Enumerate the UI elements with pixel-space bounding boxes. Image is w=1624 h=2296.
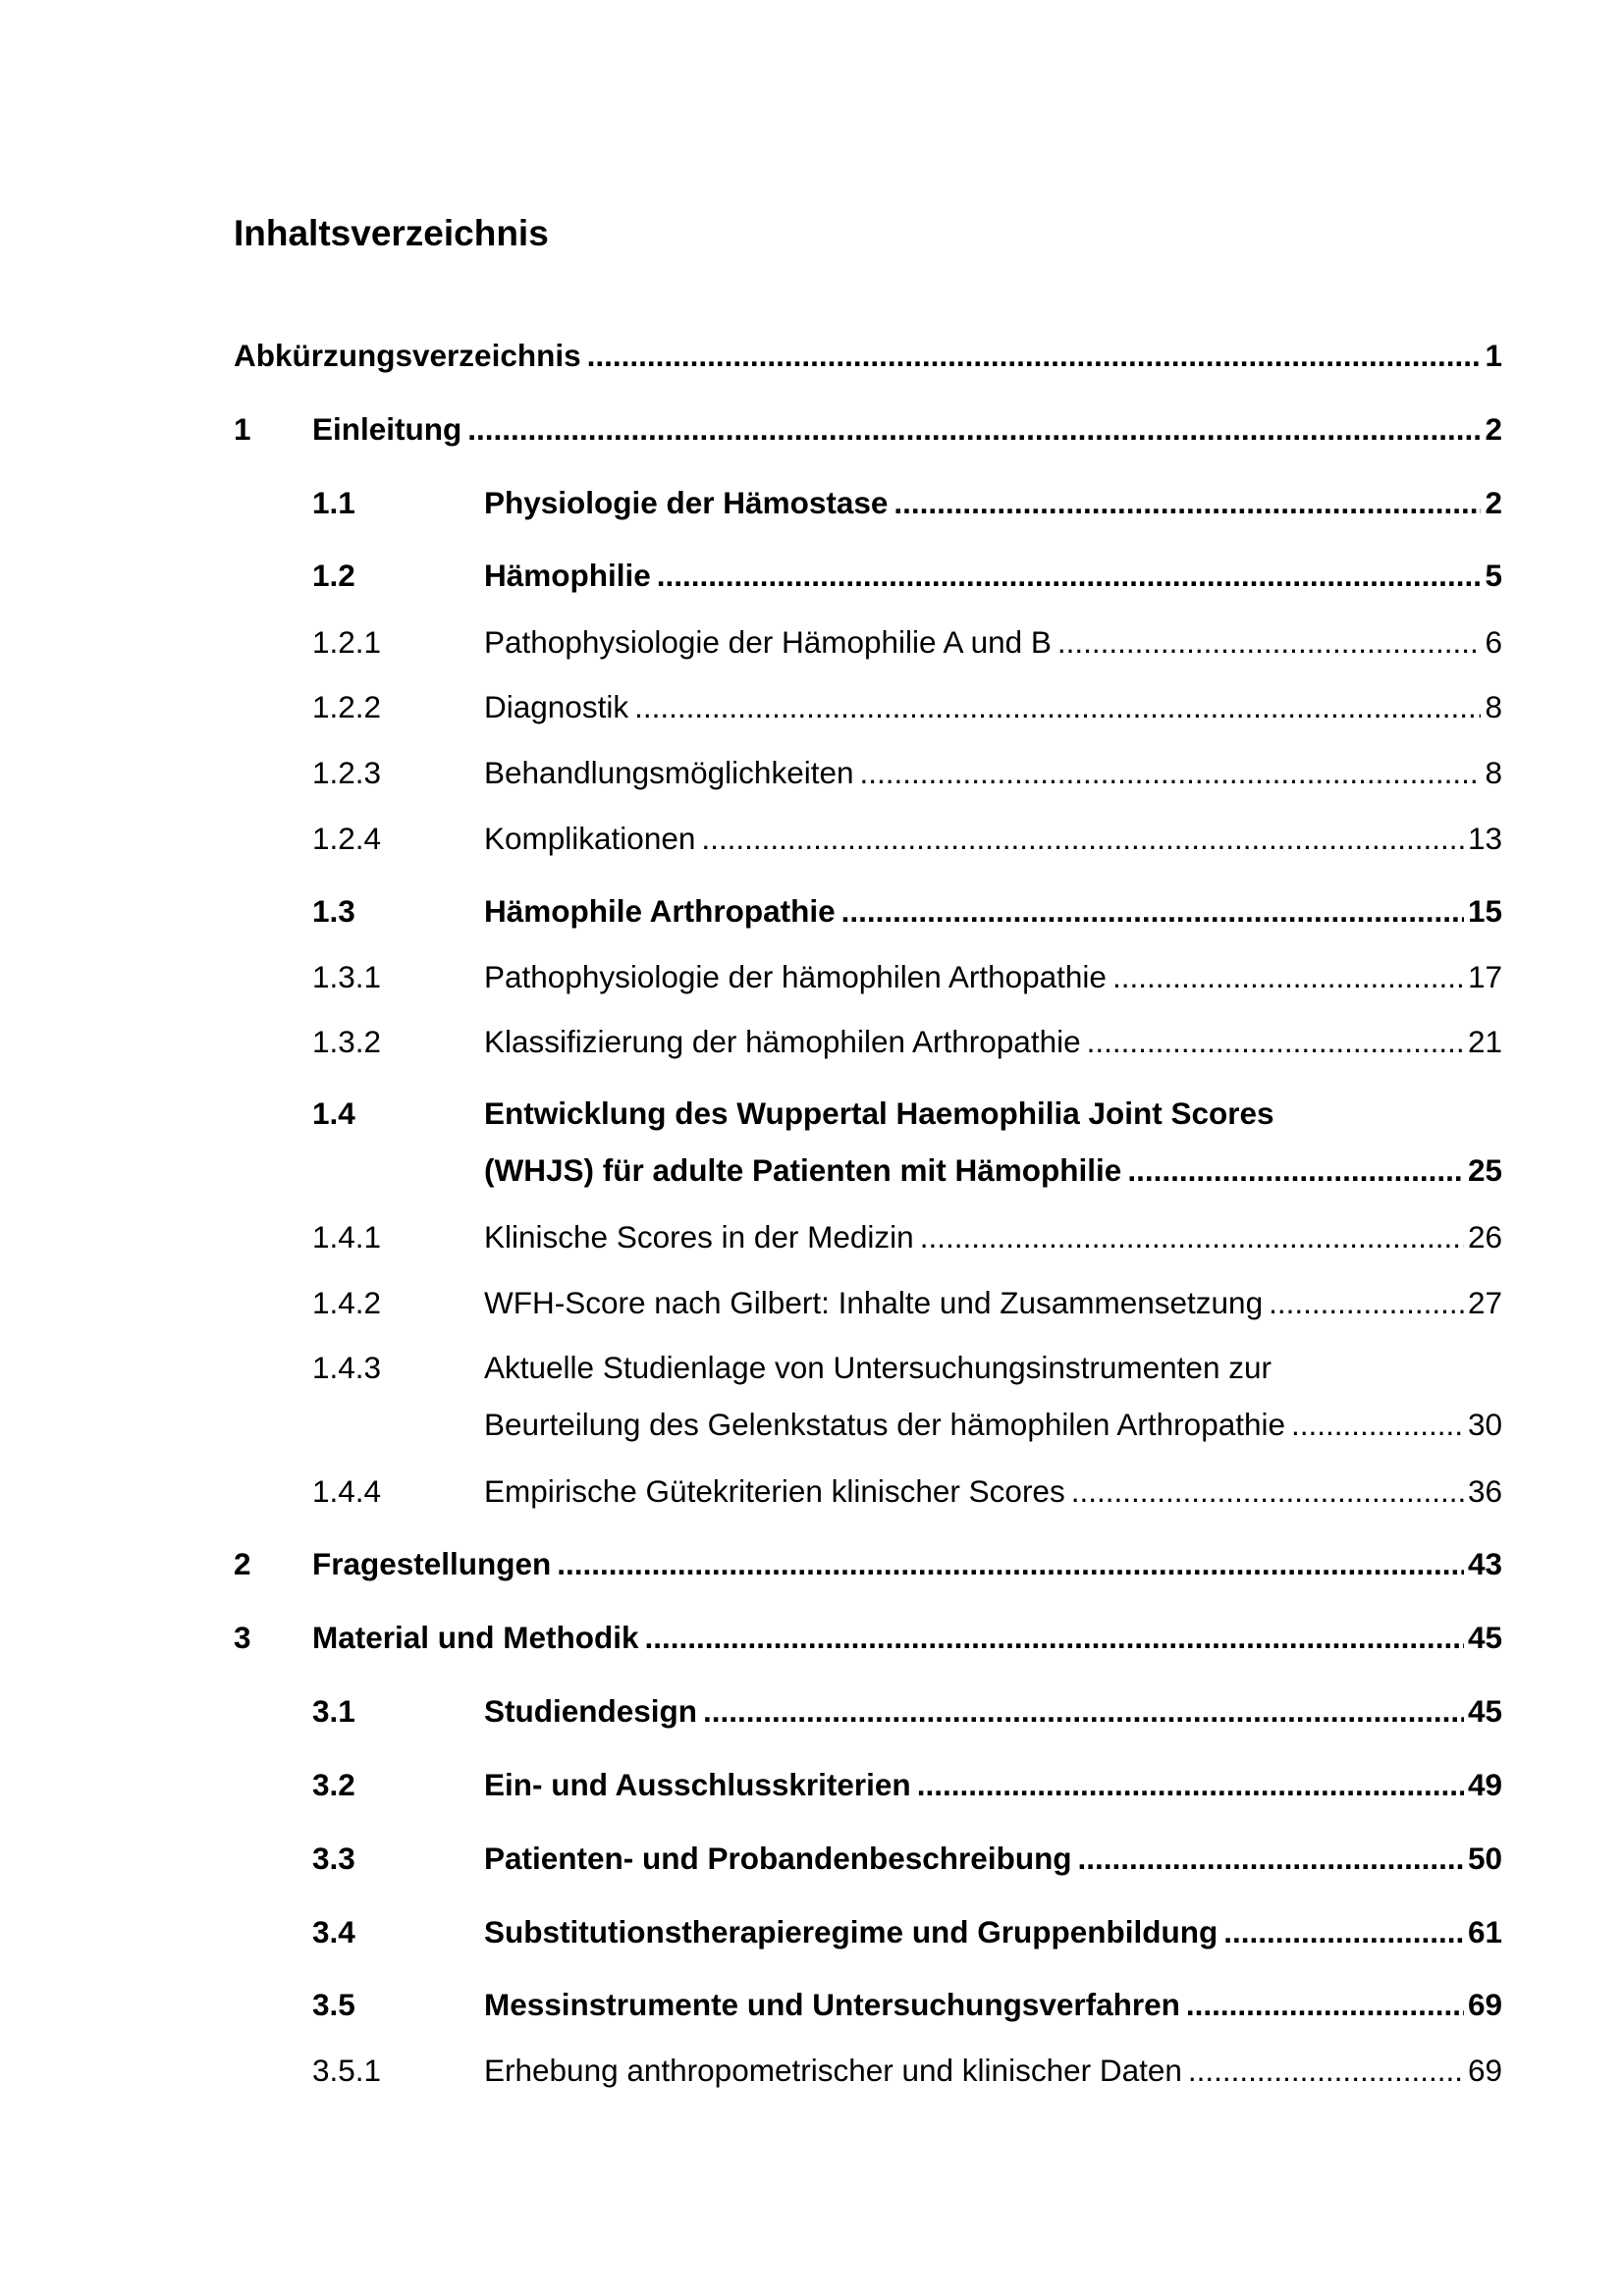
- toc-entry-number: 1.4.3: [312, 1350, 382, 1385]
- toc-entry-number: 1.1: [312, 485, 355, 520]
- toc-entry-title: Klassifizierung der hämophilen Arthropathie: [484, 1024, 1081, 1059]
- toc-entry-line: [484, 685, 1502, 728]
- toc-dot-leader: [1078, 1837, 1464, 1880]
- toc-page-number: 26: [1467, 1219, 1502, 1255]
- toc-entry-title: Empirische Gütekriterien klinischer Scores: [484, 1473, 1065, 1509]
- toc-entry-number: 1.2.3: [312, 755, 382, 790]
- toc-entry[interactable]: [0, 407, 1624, 451]
- toc-entry-line: [484, 1910, 1502, 1953]
- toc-entry-line: [312, 1542, 1502, 1585]
- toc-page-number: 1: [1485, 338, 1502, 373]
- toc-entry-line: [484, 1281, 1502, 1324]
- toc-page-number: 15: [1467, 893, 1502, 929]
- toc-page-number: 69: [1467, 1987, 1502, 2022]
- toc-entry-number: 3.5: [312, 1987, 355, 2022]
- toc-entry[interactable]: [0, 1837, 1624, 1880]
- toc-dot-leader: [703, 1689, 1464, 1733]
- toc-entry-number: 1.2.1: [312, 624, 382, 660]
- toc-entry[interactable]: [0, 2049, 1624, 2092]
- toc-entry-title: Behandlungsmöglichkeiten: [484, 755, 854, 790]
- toc-entry-line: [484, 1763, 1502, 1806]
- toc-page-number: 27: [1467, 1285, 1502, 1320]
- toc-entry-number: 1.4.2: [312, 1285, 382, 1320]
- toc-dot-leader: [1186, 1983, 1464, 2026]
- toc-entry-title: Diagnostik: [484, 689, 629, 724]
- toc-entry[interactable]: [0, 955, 1624, 998]
- toc-entry-line: [484, 1403, 1502, 1446]
- toc-entry-line: [312, 407, 1502, 451]
- toc-page-number: 45: [1467, 1693, 1502, 1729]
- toc-entry[interactable]: [0, 1689, 1624, 1733]
- toc-page-number: 61: [1467, 1914, 1502, 1949]
- toc-entry-number: 1.4.4: [312, 1473, 382, 1509]
- toc-dot-leader: [920, 1215, 1464, 1258]
- toc-entry-title: Klinische Scores in der Medizin: [484, 1219, 914, 1255]
- toc-page-number: 43: [1467, 1546, 1502, 1581]
- toc-dot-leader: [1071, 1469, 1464, 1513]
- toc-entry-line: [484, 620, 1502, 664]
- toc-entry-title: WFH-Score nach Gilbert: Inhalte und Zusammensetzung: [484, 1285, 1264, 1320]
- toc-dot-leader: [657, 554, 1482, 597]
- toc-entry-line: [484, 1689, 1502, 1733]
- toc-entry-number: 1.2: [312, 558, 355, 593]
- toc-dot-leader: [701, 817, 1464, 860]
- toc-entry[interactable]: [0, 620, 1624, 664]
- toc-entry[interactable]: [0, 1763, 1624, 1806]
- toc-entry-title: Abkürzungsverzeichnis: [234, 338, 581, 373]
- toc-entry-line: [484, 1983, 1502, 2026]
- toc-dot-leader: [634, 685, 1481, 728]
- toc-dot-leader: [1057, 620, 1482, 664]
- toc-entry-number: 2: [234, 1546, 251, 1581]
- toc-entry-title: (WHJS) für adulte Patienten mit Hämophilie: [484, 1152, 1122, 1188]
- toc-dot-leader: [467, 407, 1481, 451]
- toc-dot-leader: [1188, 2049, 1464, 2092]
- toc-page-number: 45: [1467, 1620, 1502, 1655]
- toc-page-number: 8: [1485, 755, 1502, 790]
- toc-entry-line: [484, 1215, 1502, 1258]
- toc-entry-line: [484, 1837, 1502, 1880]
- toc-entry[interactable]: [0, 1542, 1624, 1585]
- toc-entry[interactable]: [0, 817, 1624, 860]
- toc-dot-leader: [1127, 1148, 1464, 1192]
- toc-entry-line: [484, 2049, 1502, 2092]
- toc-entry[interactable]: [0, 685, 1624, 728]
- toc-entry[interactable]: [0, 1215, 1624, 1258]
- toc-entry-title: Material und Methodik: [312, 1620, 639, 1655]
- toc-entry-title-line1: Aktuelle Studienlage von Untersuchungsinstrumenten zur: [484, 1350, 1272, 1385]
- toc-entry[interactable]: [0, 1281, 1624, 1324]
- toc-entry-line: [484, 817, 1502, 860]
- toc-entry-number: 3.2: [312, 1767, 355, 1802]
- toc-entry-number: 1.4.1: [312, 1219, 382, 1255]
- toc-page-number: 17: [1467, 959, 1502, 994]
- toc-entry-number: 3.3: [312, 1841, 355, 1876]
- toc-page-number: 13: [1467, 821, 1502, 856]
- toc-entry-line: [484, 1020, 1502, 1063]
- toc-page-number: 21: [1467, 1024, 1502, 1059]
- toc-entry-title: Einleitung: [312, 411, 462, 447]
- toc-dot-leader: [1112, 955, 1464, 998]
- toc-entry-number: 3.1: [312, 1693, 355, 1729]
- toc-entry-number: 1.3.2: [312, 1024, 382, 1059]
- toc-entry-line: [312, 1616, 1502, 1659]
- toc-dot-leader: [893, 481, 1481, 524]
- toc-entry-number: 1: [234, 411, 251, 447]
- toc-dot-leader: [645, 1616, 1464, 1659]
- toc-dot-leader: [1223, 1910, 1464, 1953]
- toc-entry-number: 1.2.2: [312, 689, 382, 724]
- toc-entry-title: Physiologie der Hämostase: [484, 485, 889, 520]
- toc-dot-leader: [1269, 1281, 1464, 1324]
- toc-entry-title: Hämophile Arthropathie: [484, 893, 836, 929]
- toc-page-number: 69: [1467, 2053, 1502, 2088]
- toc-entry[interactable]: [0, 554, 1624, 597]
- toc-entry-title: Pathophysiologie der Hämophilie A und B: [484, 624, 1052, 660]
- toc-entry[interactable]: [0, 1469, 1624, 1513]
- toc-dot-leader: [557, 1542, 1464, 1585]
- toc-entry-number: 1.4: [312, 1095, 355, 1131]
- toc-entry-number: 3.4: [312, 1914, 355, 1949]
- toc-entry[interactable]: [0, 1983, 1624, 2026]
- toc-entry-number: 3.5.1: [312, 2053, 382, 2088]
- toc-entry[interactable]: [0, 1346, 1624, 1442]
- toc-entry-number: 1.3.1: [312, 959, 382, 994]
- toc-page-number: 2: [1485, 411, 1502, 447]
- toc-page-number: 30: [1467, 1407, 1502, 1442]
- toc-entry-title: Messinstrumente und Untersuchungsverfahren: [484, 1987, 1180, 2022]
- toc-entry-line: [484, 889, 1502, 933]
- toc-page-number: 50: [1467, 1841, 1502, 1876]
- toc-entry-title-line1: Entwicklung des Wuppertal Haemophilia Joint Scores: [484, 1095, 1274, 1131]
- toc-dot-leader: [587, 334, 1482, 377]
- toc-entry[interactable]: [0, 1020, 1624, 1063]
- toc-entry-line: [484, 1469, 1502, 1513]
- toc-entry-title: Pathophysiologie der hämophilen Arthopathie: [484, 959, 1107, 994]
- toc-entry[interactable]: [0, 481, 1624, 524]
- toc-entry-title: Ein- und Ausschlusskriterien: [484, 1767, 911, 1802]
- page-title: Inhaltsverzeichnis: [234, 213, 549, 253]
- toc-page-number: 8: [1485, 689, 1502, 724]
- toc-entry[interactable]: [0, 1910, 1624, 1953]
- toc-entry-title: Hämophilie: [484, 558, 651, 593]
- toc-entry-line: [484, 1148, 1502, 1192]
- toc-entry[interactable]: [0, 1616, 1624, 1659]
- toc-page-number: 2: [1485, 485, 1502, 520]
- toc-entry-title: Komplikationen: [484, 821, 696, 856]
- toc-dot-leader: [1291, 1403, 1464, 1446]
- toc-entry[interactable]: [0, 334, 1624, 377]
- toc-entry-line: [484, 554, 1502, 597]
- toc-dot-leader: [917, 1763, 1464, 1806]
- toc-entry-line: [484, 751, 1502, 794]
- toc-page-number: 25: [1467, 1152, 1502, 1188]
- toc-entry-title: Beurteilung des Gelenkstatus der hämophilen Arthropathie: [484, 1407, 1286, 1442]
- toc-entry-line: [234, 334, 1502, 377]
- toc-entry-title: Studiendesign: [484, 1693, 698, 1729]
- toc-page-number: 36: [1467, 1473, 1502, 1509]
- toc-page-number: 5: [1485, 558, 1502, 593]
- toc-entry-line: [484, 481, 1502, 524]
- toc-dot-leader: [841, 889, 1464, 933]
- toc-entry-number: 1.2.4: [312, 821, 382, 856]
- toc-entry[interactable]: [0, 751, 1624, 794]
- toc-dot-leader: [860, 751, 1482, 794]
- toc-entry-line: [484, 955, 1502, 998]
- toc-entry[interactable]: [0, 889, 1624, 933]
- toc-entry[interactable]: [0, 1092, 1624, 1188]
- toc-entry-title: Patienten- und Probandenbeschreibung: [484, 1841, 1072, 1876]
- toc-page-number: 6: [1485, 624, 1502, 660]
- toc-entry-number: 3: [234, 1620, 251, 1655]
- toc-entry-number: 1.3: [312, 893, 355, 929]
- toc-entry-title: Fragestellungen: [312, 1546, 552, 1581]
- toc-entry-title: Substitutionstherapieregime und Gruppenbildung: [484, 1914, 1218, 1949]
- toc-dot-leader: [1087, 1020, 1464, 1063]
- toc-page-number: 49: [1467, 1767, 1502, 1802]
- toc-entry-title: Erhebung anthropometrischer und klinischer Daten: [484, 2053, 1182, 2088]
